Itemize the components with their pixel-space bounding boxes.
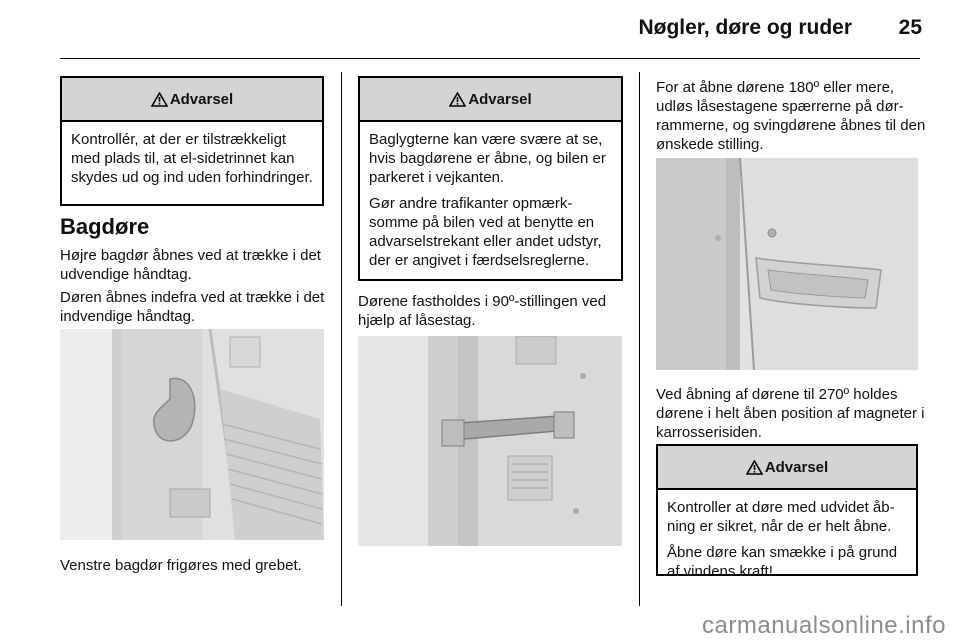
- figure-rear-door-lever: [60, 329, 324, 540]
- warning-header: [658, 446, 916, 490]
- warning-text: Kontroller at døre med udvidet åbning er sikret, når de er helt åbne.: [667, 499, 895, 535]
- page-number: 25: [898, 16, 922, 39]
- figure-caption-left-door: Venstre bagdør frigøres med grebet.: [60, 557, 302, 574]
- warning-header: [62, 78, 322, 122]
- column-divider-left: [341, 72, 342, 606]
- warning-box-wide-opening: [656, 444, 918, 580]
- warning-triangle-icon: [449, 92, 466, 107]
- paragraph-door-stay: Dørene fastholdes i 90º-stillingen ved hjælp af låsestag.: [358, 293, 607, 329]
- paragraph-rear-door-inside: Døren åbnes indefra ved at trække i det indvendige håndtag.: [60, 289, 325, 325]
- warning-text: Gør andre trafikanter opmærksomme på bilen ved at benytte en advarselstrekant eller andet udstyr, der er angivet i færdselsreglerne.: [369, 195, 602, 269]
- warning-box-side-step: [60, 76, 324, 206]
- warning-text: Kontrollér, at der er tilstrækkeligt med plads til, at el-sidetrinnet kan skydes ud og ind uden forhindringer.: [71, 131, 313, 186]
- paragraph-rear-door-outside: Højre bagdør åbnes ved at trække i det udvendige håndtag.: [60, 247, 321, 283]
- warning-body: [360, 122, 621, 278]
- warning-header: [360, 78, 621, 122]
- figure-door-stay: [358, 336, 622, 546]
- figure-door-magnet: [656, 158, 918, 370]
- header-rule: [60, 58, 920, 59]
- warning-box-tail-lights: [358, 76, 623, 281]
- page-title: Nøgler, døre og ruder: [638, 16, 852, 39]
- column-divider-right: [639, 72, 640, 606]
- warning-text: Baglygterne kan være svære at se, hvis bagdørene er åbne, og bilen er parkeret i vejkanten.: [369, 131, 606, 186]
- warning-body: [658, 490, 916, 589]
- section-heading-bagdore: Bagdøre: [60, 214, 150, 239]
- paragraph-open-180: For at åbne dørene 180º eller mere, udløs låsestagene spærrerne på dørrammerne, og svingdørene åbnes til den ønskede stilling.: [656, 79, 926, 153]
- warning-label: Advarsel: [764, 458, 829, 476]
- paragraph-open-270: Ved åbning af dørene til 270º holdes dørene i helt åben position af magneter i karrosserisiden.: [656, 386, 925, 441]
- warning-triangle-icon: [151, 92, 168, 107]
- watermark: carmanualsonline.info: [702, 612, 946, 639]
- warning-text: Åbne døre kan smække i på grund af vindens kraft!: [667, 544, 898, 580]
- warning-label: Advarsel: [169, 90, 234, 108]
- warning-triangle-icon: [746, 460, 763, 475]
- warning-body: [62, 122, 322, 195]
- warning-label: Advarsel: [468, 90, 532, 108]
